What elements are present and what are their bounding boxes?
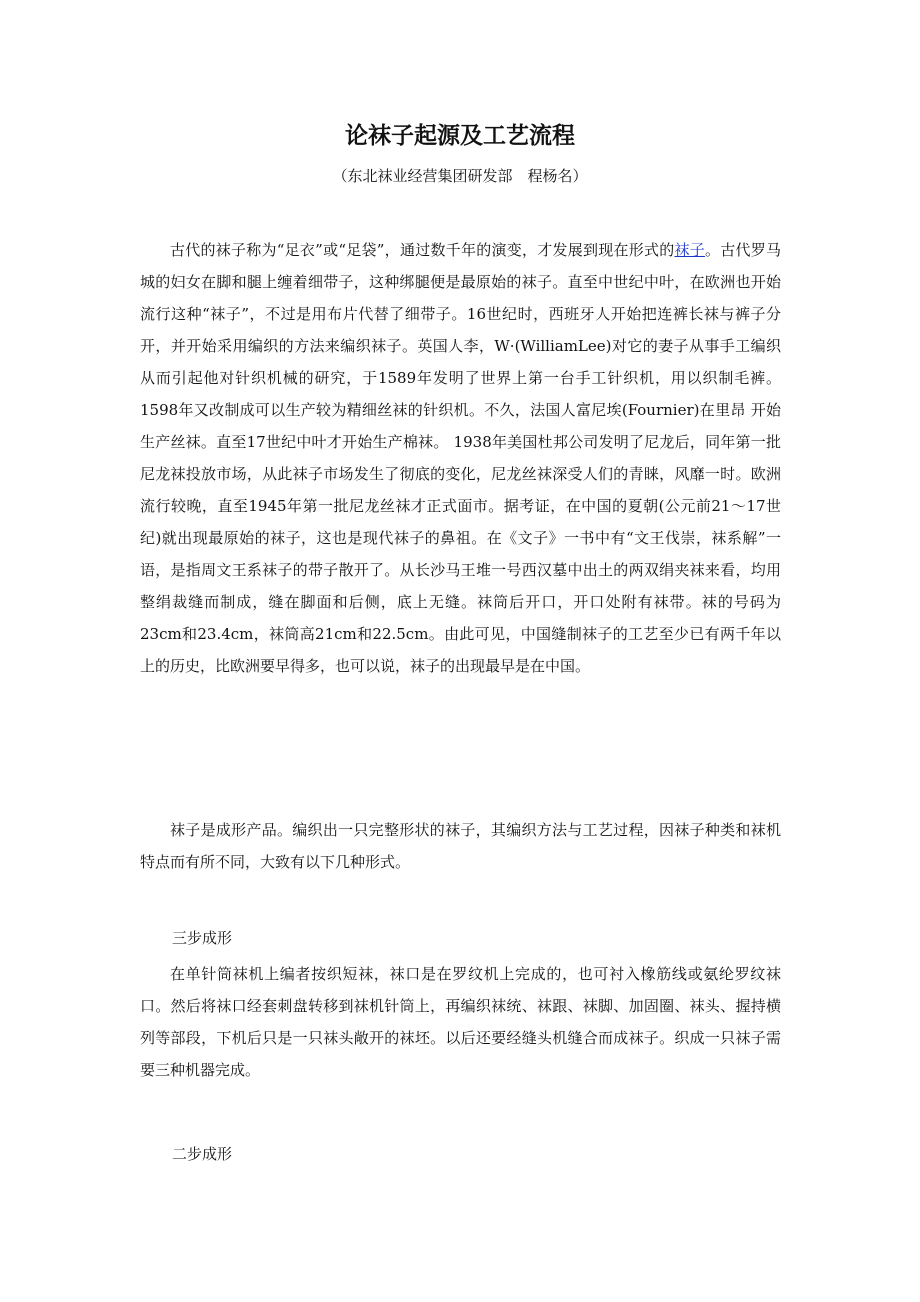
socks-link[interactable]: 袜子 [674, 241, 705, 259]
paragraph-text-after-link: 。古代罗马城的妇女在脚和腿上缠着细带子，这种绑腿便是最原始的袜子。直至中世纪中叶，在欧洲也开始流行这种“袜子”，不过是用布片代替了细带子。16世纪时，西班牙人开始把连裤长袜与裤子分开，并开始采用编织的方法来编织袜子。英国人李，W·(WilliamLee)对它的妻子从事手工编织从而引起他对针织机械的研究，于1589年发明了世界上第一台手工针织机，用以织制毛裤。1598年又改制成可以生产较为精细丝袜的针织机。不久，法国人富尼埃(Fournier)在里昂 开始生产丝袜。直至17世纪中叶才开始生产棉袜。 1938年美国杜邦公司发明了尼龙后，同年第一批尼龙袜投放市场，从此袜子市场发生了彻底的变化，尼龙丝袜深受人们的青睐，风靡一时。欧洲流行较晚，直至1945年第一批尼龙丝袜才正式面市。据考证，在中国的夏朝(公元前21～17世纪)就出现最原始的袜子，这也是现代袜子的鼻祖。在《文子》一书中有“文王伐崇，袜系解”一语，是指周文王系袜子的带子散开了。从长沙马王堆一号西汉墓中出土的两双绢夹袜来看，均用整绢裁缝而制成，缝在脚面和后侧，底上无缝。袜筒后开口，开口处附有袜带。袜的号码为23cm和23.4cm，袜筒高21cm和22.5cm。由此可见，中国缝制袜子的工艺至少已有两千年以上的历史，比欧洲要早得多，也可以说，袜子的出现最早是在中国。 [140, 241, 781, 675]
document-title: 论袜子起源及工艺流程 [345, 122, 575, 149]
paragraph-text-before-link: 古代的袜子称为“足衣”或“足袋”，通过数千年的演变，才发展到现在形式的 [170, 241, 675, 259]
paragraph-origin-history [140, 234, 781, 682]
document-subtitle: （东北袜业经营集团研发部 程杨名） [332, 167, 588, 185]
paragraph-three-step-body: 在单针筒袜机上编者按织短袜，袜口是在罗纹机上完成的，也可衬入橡筋线或氨纶罗纹袜口。然后将袜口经套刺盘转移到袜机针筒上，再编织袜统、袜跟、袜脚、加固圈、袜头、握持横列等部段，下机后只是一只袜头敞开的袜坯。以后还要经缝头机缝合而成袜子。织成一只袜子需要三种机器完成。 [140, 965, 781, 1079]
section-heading-three-step: 三步成形 [172, 929, 233, 947]
section-heading-two-step: 二步成形 [172, 1145, 233, 1163]
paragraph-forming-intro: 袜子是成形产品。编织出一只完整形状的袜子，其编织方法与工艺过程，因袜子种类和袜机特点而有所不同，大致有以下几种形式。 [140, 821, 781, 871]
